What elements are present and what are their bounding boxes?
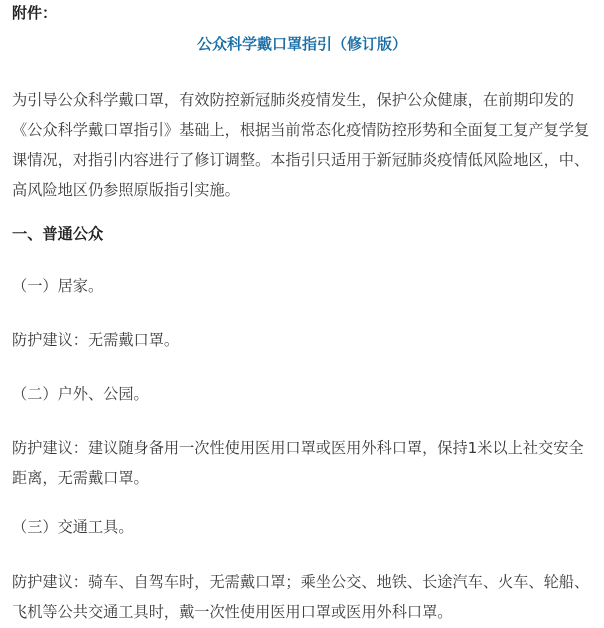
advice-home: 防护建议：无需戴口罩。 [12,331,180,349]
subsection-home: （一）居家。 [12,277,104,295]
intro-paragraph: 为引导公众科学戴口罩，有效防控新冠肺炎疫情发生，保护公众健康，在前期印发的《公众科学戴口罩指引》基础上，根据当前常态化疫情防控形势和全面复工复产复学复课情况，对指引内容进行了修订调整。本指引只适用于新冠肺炎疫情低风险地区，中、高风险地区仍参照原版指引实施。 [12,91,590,199]
attachment-label: 附件： [12,4,58,22]
advice-transport: 防护建议：骑车、自驾车时，无需戴口罩；乘坐公交、地铁、长途汽车、火车、轮船、飞机等公共交通工具时，戴一次性使用医用口罩或医用外科口罩。 [12,573,590,621]
document-title: 公众科学戴口罩指引（修订版） [196,35,407,53]
subsection-outdoor: （二）户外、公园。 [12,385,149,403]
subsection-transport: （三）交通工具。 [12,518,134,536]
section-heading: 一、普通公众 [12,225,104,243]
advice-outdoor: 防护建议：建议随身备用一次性使用医用口罩或医用外科口罩，保持1米以上社交安全距离，无需戴口罩。 [12,439,584,487]
